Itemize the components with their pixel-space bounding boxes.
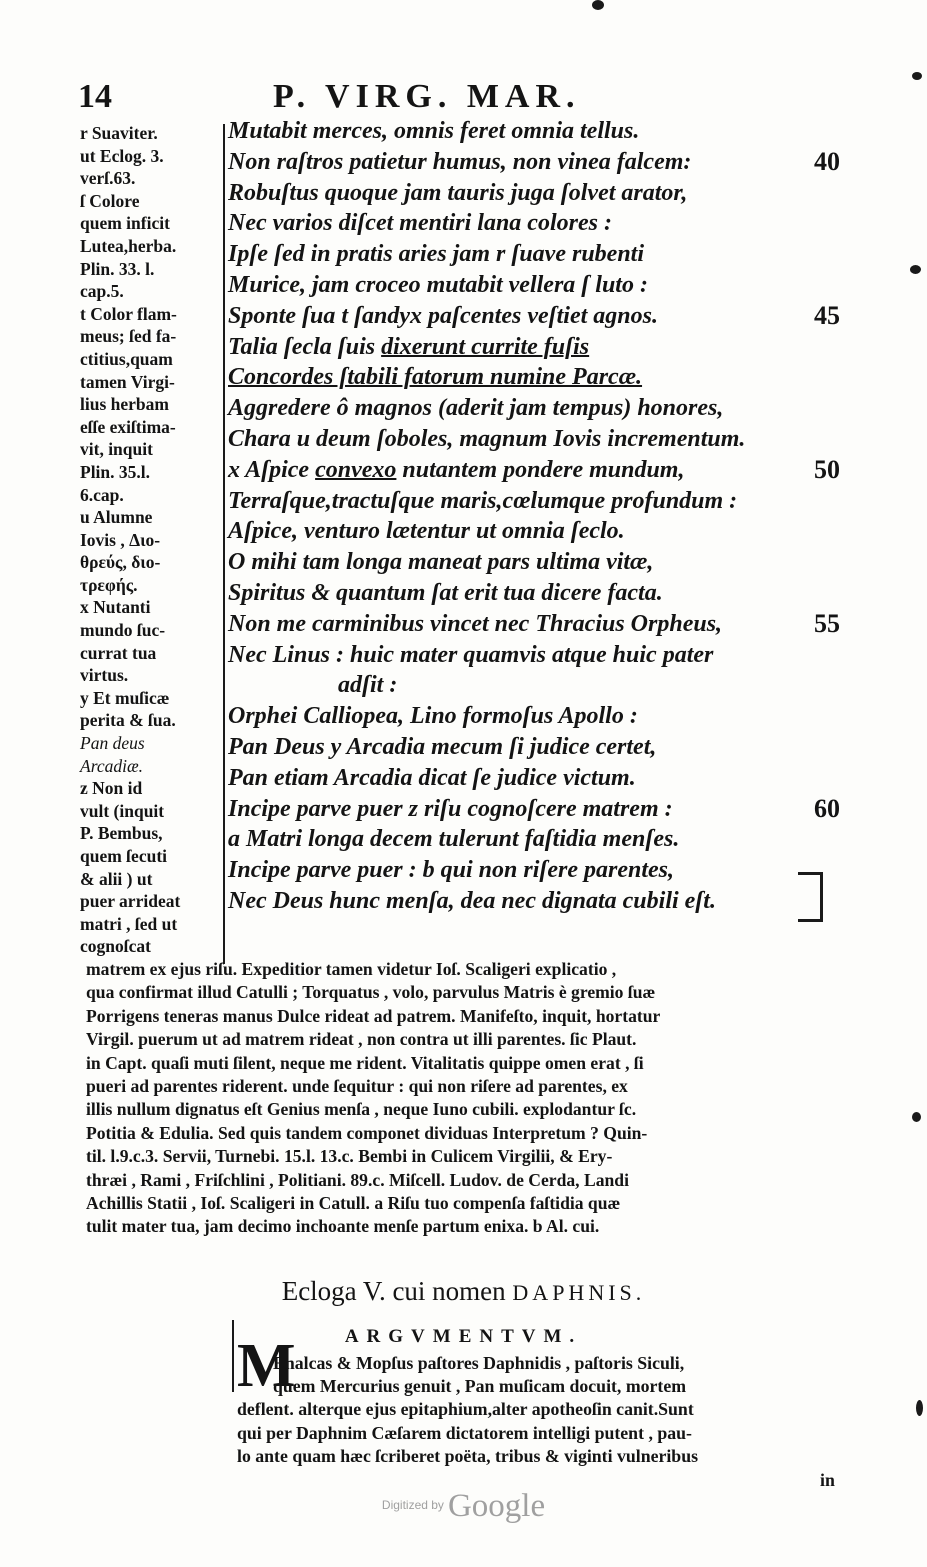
margin-note-line: Lutea,herba.	[80, 235, 177, 256]
digitization-watermark	[0, 1488, 927, 1525]
eclogue-title-text: Ecloga V. cui nomen	[281, 1276, 513, 1306]
verse-line	[228, 609, 840, 640]
verse-text: Aſpice, venturo lætentur ut omnia ſeclo.	[228, 518, 625, 545]
watermark-prefix: Digitized by	[381, 1498, 444, 1512]
verse-line	[228, 547, 840, 578]
argument-line: qui per Daphnim Cæſarem dictatorem intelligi putent , pau-	[237, 1422, 692, 1443]
margin-note-line: puer arrideat	[80, 891, 181, 912]
commentary-line: pueri ad parentes riderent. unde ſequitur : qui non riſere ad parentes, ex	[86, 1076, 628, 1097]
verse-line	[228, 486, 840, 517]
eclogue-title-name: DAPHNIS.	[512, 1280, 646, 1305]
verse-line	[228, 147, 840, 178]
commentary-line: matrem ex ejus riſu. Expeditior tamen videtur Ioſ. Scaligeri explicatio ,	[86, 959, 617, 979]
verse-line	[228, 239, 840, 270]
verse-line	[228, 116, 840, 147]
verse-line	[228, 301, 840, 332]
verse-line-number: 45	[814, 300, 840, 330]
verse-text: Nec varios diſcet mentiri lana colores :	[228, 210, 612, 237]
verse-line	[228, 393, 840, 424]
drop-cap: M	[237, 1332, 296, 1400]
verse-text: Murice, jam croceo mutabit vellera ſ luto :	[228, 271, 648, 298]
verse-text: Nec Deus hunc menſa, dea nec dignata cubili eſt.	[228, 887, 716, 914]
margin-note-line: cap.5.	[80, 281, 124, 302]
margin-note-line: verſ.63.	[80, 168, 136, 189]
commentary-line: illis nullum dignatus eſt Genius menſa , neque Iuno cubili. explodantur ſc.	[86, 1099, 637, 1120]
verse-line-number: 40	[814, 146, 840, 176]
verse-underlined-text: convexo	[315, 456, 397, 483]
margin-note-line: u Alumne	[80, 507, 153, 528]
verse-line	[228, 670, 840, 701]
commentary-line: in Capt. quaſi muti ſilent, neque me rident. Vitalitatis quippe omen erat , ſi	[86, 1052, 644, 1073]
page-header	[78, 78, 837, 118]
margin-note-line: vit, inquit	[80, 439, 153, 460]
verse-text: Incipe parve puer : b qui non riſere parentes,	[228, 857, 674, 884]
column-rule	[223, 124, 225, 964]
verse-text: Nec Linus : huic mater quamvis atque huic pater	[228, 641, 714, 668]
margin-note-line: τρεφής.	[80, 574, 138, 595]
verse-line	[228, 455, 840, 486]
margin-note-line: tamen Virgi-	[80, 371, 175, 392]
margin-note-line: & alii ) ut	[80, 868, 153, 889]
commentary-line: Porrigens teneras manus Dulce rideat ad patrem. Manifeſto, inquit, hortatur	[86, 1005, 661, 1026]
verse-text: Ipſe ſed in pratis aries jam r ſuave rubenti	[228, 241, 645, 268]
verse-text: a Matri longa decem tulerunt faſtidia menſes.	[228, 826, 680, 853]
argument-heading: ARGVMENTVM.	[344, 1326, 583, 1347]
verse-line	[228, 701, 840, 732]
argument-line: quem Mercurius genuit , Pan muſicam docuit, mortem	[273, 1376, 687, 1397]
verse-text: Incipe parve puer z riſu cognoſcere matrem :	[228, 795, 673, 822]
margin-note-line: Iovis , Διο-	[80, 529, 161, 550]
verse-text: Sponte ſua t ſandyx paſcentes veſtiet agnos.	[228, 302, 658, 329]
margin-note-line: lius herbam	[80, 394, 169, 415]
margin-note-line: vult (inquit	[80, 800, 165, 821]
closing-bracket	[798, 872, 823, 922]
margin-note-line: cognoſcat	[80, 936, 151, 957]
verse-line-number: 50	[814, 454, 840, 484]
eclogue-title	[0, 1276, 927, 1307]
commentary-line: Virgil. puerum ut ad matrem rideat , non contra ut illi parentes. ſic Plaut.	[86, 1029, 637, 1050]
verse-text: Orphei Calliopea, Lino formoſus Apollo :	[228, 703, 638, 730]
catchword: in	[820, 1470, 835, 1490]
margin-note-line: 6.cap.	[80, 484, 124, 505]
margin-note-line: ut Eclog. 3.	[80, 145, 164, 166]
margin-note-line: Arcadiæ.	[80, 755, 144, 776]
verse-underlined-text: Concordes ſtabili fatorum numine Parcæ.	[228, 364, 643, 391]
verse-line	[228, 824, 840, 855]
ink-spot	[912, 72, 922, 80]
margin-note-line: r Suaviter.	[80, 123, 158, 143]
margin-note-line: quem inficit	[80, 213, 170, 234]
argument-line: lo ante quam hæc ſcriberet poëta, tribus & viginti vulneribus	[237, 1445, 699, 1466]
verse-underlined-text: dixerunt currite fuſis	[381, 333, 590, 360]
margin-note-line: ſ Colore	[80, 190, 140, 211]
margin-note-line: perita & ſua.	[80, 710, 176, 731]
verse-line-number: 60	[814, 793, 840, 823]
argument-line: Enalcas & Mopſus paſtores Daphnidis , paſtoris Siculi,	[273, 1353, 685, 1373]
margin-note-line: θρεύς, διο-	[80, 552, 161, 573]
ink-spot	[592, 0, 604, 10]
commentary-line: tulit mater tua, jam decimo inchoante menſe partum enixa. b Al. cui.	[86, 1216, 600, 1237]
verse-line	[228, 362, 840, 393]
verse-line	[228, 178, 840, 209]
margin-note-line: eſſe exiſtima-	[80, 416, 176, 437]
margin-note-line: virtus.	[80, 665, 129, 686]
margin-note-line: x Nutanti	[80, 597, 151, 618]
ink-spot	[910, 265, 921, 274]
verse-text: Aggredere ô magnos (aderit jam tempus) honores,	[228, 395, 724, 422]
margin-note-line: y Et muſicæ	[80, 687, 170, 708]
commentary-notes	[86, 958, 846, 1239]
verse-text: adſit :	[338, 672, 398, 699]
page-number: 14	[78, 78, 112, 115]
margin-note-line: mundo ſuc-	[80, 620, 166, 641]
verse-text: Pan Deus y Arcadia mecum ſi judice certet,	[228, 733, 657, 760]
margin-note-line: quem ſecuti	[80, 846, 168, 866]
verse-text: Spiritus & quantum ſat erit tua dicere facta.	[228, 579, 663, 606]
verse-line	[228, 270, 840, 301]
verse-line	[228, 732, 840, 763]
verse-text: Mutabit merces, omnis feret omnia tellus.	[228, 118, 640, 144]
verse-text: O mihi tam longa maneat pars ultima vitæ,	[228, 549, 654, 576]
verse-text: Talia ſecla ſuis	[228, 333, 382, 360]
commentary-line: thræi , Rami , Friſchlini , Politiani. 89.c. Miſcell. Ludov. de Cerda, Landi	[86, 1169, 629, 1190]
margin-note-line: meus; ſed fa-	[80, 326, 177, 347]
margin-note-line: Pan deus	[80, 733, 145, 754]
margin-note-line: P. Bembus,	[80, 823, 163, 844]
commentary-line: Potitia & Edulia. Sed quis tandem componet dividuas Interpretum ? Quin-	[86, 1122, 648, 1143]
verse-text: nutantem pondere mundum,	[396, 456, 685, 483]
ink-spot	[916, 1400, 923, 1416]
commentary-line: til. l.9.c.3. Servii, Turnebi. 15.l. 13.c. Bembi in Culicem Virgilii, & Ery-	[86, 1146, 613, 1167]
margin-note-line: z Non id	[80, 778, 143, 799]
verse-text: Non raſtros patietur humus, non vinea falcem:	[228, 148, 692, 175]
verse-line	[228, 794, 840, 825]
verse-text: x Aſpice	[228, 456, 316, 483]
argument-text	[237, 1352, 849, 1468]
margin-note-line: ctitius,quam	[80, 348, 173, 369]
margin-note-line: matri , ſed ut	[80, 913, 178, 934]
watermark-logo: Google	[447, 1488, 546, 1524]
commentary-line: Achillis Statii , Ioſ. Scaligeri in Catull. a Riſu tuo compenſa faſtidia quæ	[86, 1193, 621, 1214]
margin-note-line: Plin. 33. l.	[80, 258, 155, 279]
verse-line	[228, 332, 840, 363]
argument-line: deflent. alterque ejus epitaphium,alter apotheoſin canit.Sunt	[237, 1399, 694, 1420]
verse-line	[228, 578, 840, 609]
verse-line-number: 55	[814, 608, 840, 638]
verse-block	[228, 116, 840, 917]
verse-text: Non me carminibus vincet nec Thracius Orpheus,	[228, 610, 723, 637]
verse-line	[228, 886, 840, 917]
running-head: P. VIRG. MAR.	[273, 78, 581, 115]
ink-spot	[912, 1112, 921, 1122]
margin-note-line: Plin. 35.l.	[80, 461, 151, 482]
verse-line	[228, 763, 840, 794]
verse-line	[228, 516, 840, 547]
verse-text: Chara u deum ſoboles, magnum Iovis incrementum.	[228, 425, 746, 452]
verse-text: Terraſque,tractuſque maris,cœlumque profundum :	[228, 487, 738, 514]
verse-line	[228, 208, 840, 239]
margin-note-line: t Color flam-	[80, 303, 177, 324]
verse-text: Robuſtus quoque jam tauris juga ſolvet arator,	[228, 179, 688, 206]
margin-notes	[80, 122, 218, 958]
commentary-line: qua confirmat illud Catulli ; Torquatus , volo, parvulus Matris è gremio ſuæ	[86, 982, 656, 1003]
verse-line	[228, 640, 840, 671]
verse-line	[228, 424, 840, 455]
verse-text: Pan etiam Arcadia dicat ſe judice victum.	[228, 764, 636, 791]
verse-line	[228, 855, 840, 886]
margin-note-line: currat tua	[80, 642, 157, 663]
